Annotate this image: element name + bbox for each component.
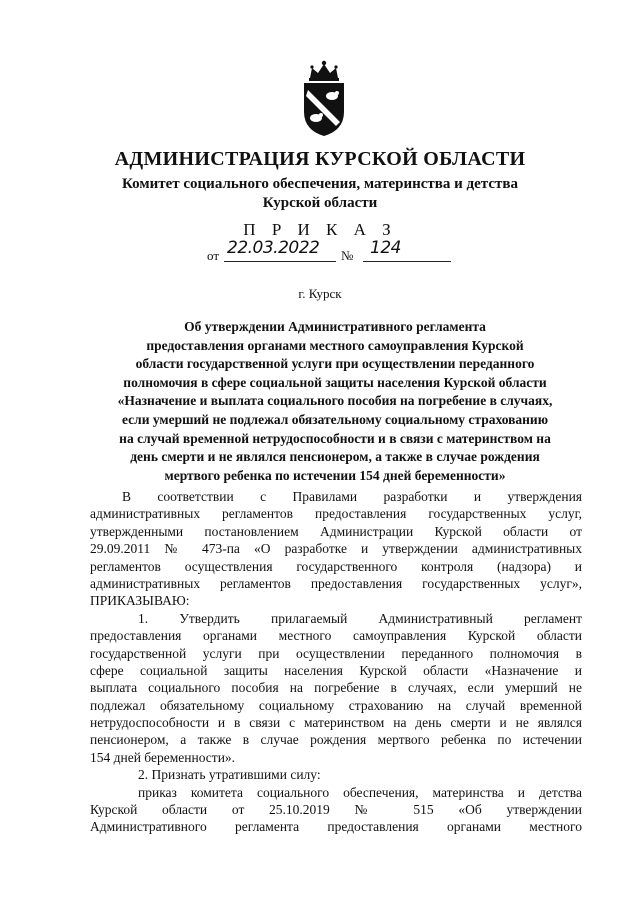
document-body (90, 488, 582, 836)
document-subject (84, 318, 586, 485)
handwritten-date: 22.03.2022 (227, 238, 320, 258)
committee-name-line: Курской области (262, 195, 378, 211)
committee-name (0, 175, 640, 213)
organization-title: АДМИНИСТРАЦИЯ КУРСКОЙ ОБЛАСТИ (114, 148, 526, 170)
handwritten-number: 124 (370, 238, 401, 258)
subject-line: области государственной услуги при осуществлении переданного (135, 356, 535, 372)
body-line: В соответствии с Правилами разработки и утверждения (122, 489, 582, 504)
body-line: сфере социальной защиты населения Курской области «Назначение и (90, 662, 582, 678)
date-number-line (207, 238, 467, 264)
body-line: Курской области от 25.10.2019 № 515 «Об утверждении (90, 802, 582, 818)
body-line: пенсионером, а также в случае рождения мертвого ребенка по истечении (90, 732, 582, 748)
coat-of-arms-emblem (296, 60, 352, 138)
document-type-title: П Р И К А З (243, 220, 397, 239)
number-underline (363, 261, 451, 262)
body-line: административных регламентов предоставления государственных услуг, (90, 506, 582, 522)
subject-line: день смерти и не являлся пенсионером, а также в случае рождения (130, 449, 540, 465)
subject-line: на случай временной нетрудоспособности и в связи с материнством на (119, 430, 551, 446)
date-underline (224, 261, 336, 262)
body-line: 154 дней беременности». (90, 749, 236, 765)
body-line: нетрудоспособности и в связи с материнством на день смерти и не являлся (90, 715, 582, 731)
body-line: 29.09.2011 № 473-па «О разработке и утверждении административных (90, 541, 582, 557)
body-line: Административного регламента предоставления органами местного (90, 819, 582, 835)
subject-line: мертвого ребенка по истечении 154 дней беременности» (164, 467, 506, 483)
committee-name-line: Комитет социального обеспечения, материнства и детства (122, 176, 518, 192)
subject-line: «Назначение и выплата социального пособия на погребение в случаях, (117, 393, 553, 409)
body-line: утвержденными постановлением Администрации Курской области от (90, 523, 582, 539)
body-line: приказ комитета социального обеспечения, материнства и детства (138, 784, 582, 800)
subject-line: полномочия в сфере социальной защиты населения Курской области (123, 374, 547, 390)
body-line: ПРИКАЗЫВАЮ: (90, 593, 190, 609)
subject-line: Об утверждении Административного регламента (184, 319, 486, 334)
body-line: регламентов осуществления государственного контроля (надзора) и (90, 558, 582, 574)
body-line: административных регламентов предоставления государственных услуг», (90, 575, 582, 591)
body-line: предоставления органами местного самоуправления Курской области (90, 628, 582, 644)
body-line: выплата социального пособия на погребение в случаях, если умерший не (90, 680, 582, 696)
subject-line: предоставления органами местного самоуправления Курской (146, 337, 524, 353)
body-line: 1. Утвердить прилагаемый Административный регламент (138, 610, 582, 626)
body-line: государственной услуги при осуществлении переданного полномочия в (90, 645, 582, 661)
number-sign: № (341, 248, 354, 263)
subject-line: если умерший не подлежал обязательному социальному страхованию (121, 411, 549, 427)
body-line: подлежал обязательному социальному страхованию на случай временной (90, 697, 582, 713)
date-prefix: от (207, 248, 220, 263)
city-line: г. Курск (298, 286, 342, 301)
body-line: 2. Признать утратившими силу: (138, 767, 321, 783)
